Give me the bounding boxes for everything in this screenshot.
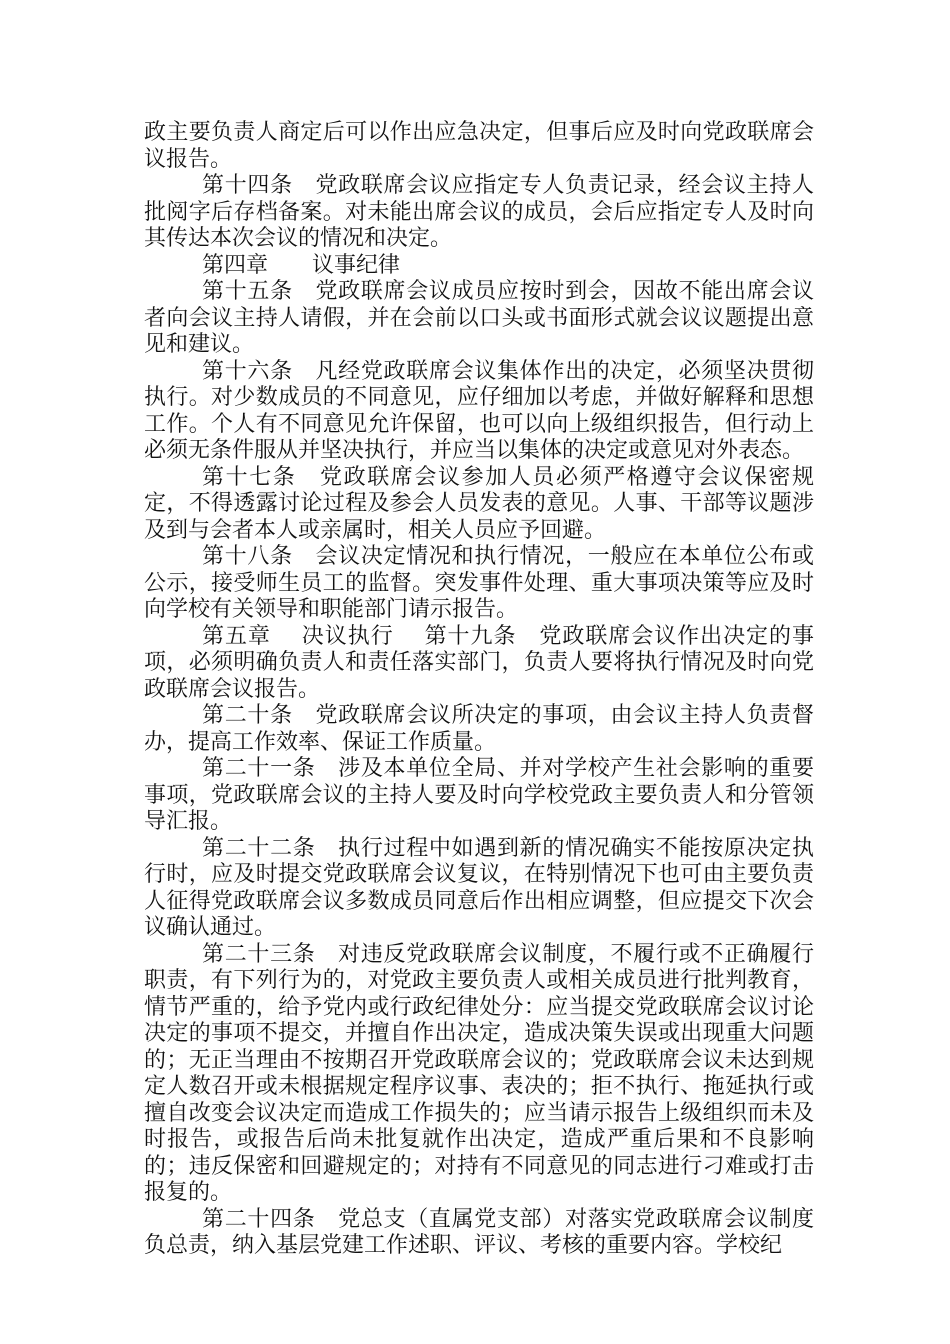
paragraph-article-16: 第十六条 凡经党政联席会议集体作出的决定，必须坚决贯彻执行。对少数成员的不同意见，应仔细加以考虑，并做好解释和思想工作。个人有不同意见允许保留，也可以向上级组织报告，但行动上必须无条件服从并坚决执行，并应当以集体的决定或意见对外表态。 — [144, 358, 814, 463]
paragraph-article-17: 第十七条 党政联席会议参加人员必须严格遵守会议保密规定，不得透露讨论过程及参会人员发表的意见。人事、干部等议题涉及到与会者本人或亲属时，相关人员应予回避。 — [144, 464, 814, 543]
chapter-4-heading: 第四章 议事纪律 — [202, 252, 401, 278]
paragraph-article-21: 第二十一条 涉及本单位全局、并对学校产生社会影响的重要事项，党政联席会议的主持人要及时向学校党政主要负责人和分管领导汇报。 — [144, 756, 814, 834]
paragraph-1: 政主要负责人商定后可以作出应急决定，但事后应及时向党政联席会议报告。 — [144, 120, 814, 172]
paragraph-chapter-5-article-19: 第五章 决议执行 第十九条 党政联席会议作出决定的事项，必须明确负责人和责任落实部门，负责人要将执行情况及时向党政联席会议报告。 — [144, 623, 814, 702]
paragraph-article-23: 第二十三条 对违反党政联席会议制度，不履行或不正确履行职责，有下列行为的，对党政主要负责人或相关成员进行批判教育，情节严重的，给予党内或行政纪律处分：应当提交党政联席会议讨论决定的事项不提交，并擅自作出决定，造成决策失误或出现重大问题的；无正当理由不按期召开党政联席会议的；党政联席会议未达到规定人数召开或未根据规定程序议事、表决的；拒不执行、拖延执行或擅自改变会议决定而造成工作损失的；应当请示报告上级组织而未及时报告，或报告后尚未批复就作出决定，造成严重后果和不良影响的；违反保密和回避规定的；对持有不同意见的同志进行刁难或打击报复的。 — [144, 941, 814, 1205]
paragraph-article-15: 第十五条 党政联席会议成员应按时到会，因故不能出席会议者向会议主持人请假，并在会前以口头或书面形式就会议议题提出意见和建议。 — [144, 279, 814, 357]
paragraph-article-22: 第二十二条 执行过程中如遇到新的情况确实不能按原决定执行时，应及时提交党政联席会议复议，在特别情况下也可由主要负责人征得党政联席会议多数成员同意后作出相应调整，但应提交下次会议确认通过。 — [144, 835, 814, 940]
paragraph-article-18: 第十八条 会议决定情况和执行情况，一般应在本单位公布或公示，接受师生员工的监督。突发事件处理、重大事项决策等应及时向学校有关领导和职能部门请示报告。 — [144, 544, 814, 622]
paragraph-article-20: 第二十条 党政联席会议所决定的事项，由会议主持人负责督办，提高工作效率、保证工作质量。 — [144, 703, 814, 755]
document-page — [144, 120, 814, 1260]
paragraph-article-24: 第二十四条 党总支（直属党支部）对落实党政联席会议制度负总责，纳入基层党建工作述职、评议、考核的重要内容。学校纪 — [144, 1206, 814, 1258]
paragraph-article-14: 第十四条 党政联席会议应指定专人负责记录，经会议主持人批阅字后存档备案。对未能出席会议的成员，会后应指定专人及时向其传达本次会议的情况和决定。 — [144, 173, 814, 251]
